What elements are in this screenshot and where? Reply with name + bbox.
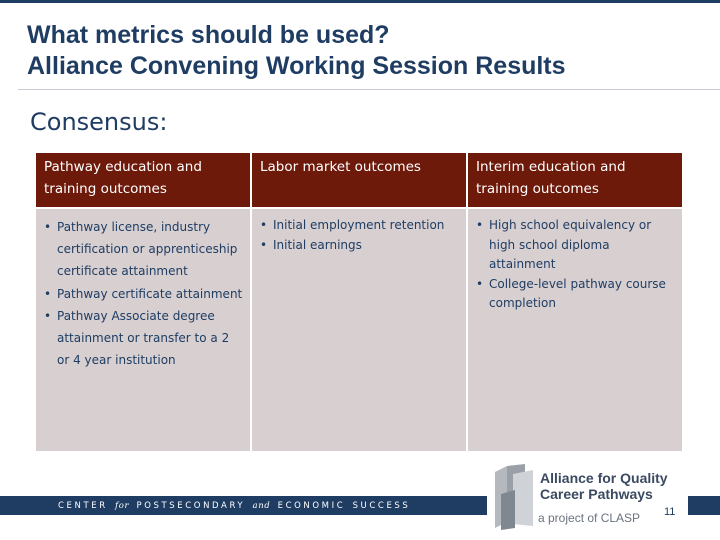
bullet-list: [42, 216, 244, 371]
list-item: • Initial earnings: [258, 236, 460, 256]
page-number: 11: [664, 506, 676, 518]
header-pathway-outcomes: Pathway education and training outcomes: [35, 152, 251, 208]
list-item: • College-level pathway course completion: [474, 275, 676, 314]
logo-name: Alliance for Quality Career Pathways: [540, 470, 668, 502]
metrics-table: [34, 151, 684, 453]
list-item: • Pathway Associate degree attainment or transfer to a 2 or 4 year institution: [42, 305, 244, 372]
title-line-2: Alliance Convening Working Session Results: [27, 52, 566, 80]
list-item: • Initial employment retention: [258, 216, 460, 236]
slide-title: [27, 20, 566, 82]
header-interim-outcomes: Interim education and training outcomes: [467, 152, 683, 208]
logo-tagline: a project of CLASP: [538, 511, 641, 525]
logo-mark-icon: [495, 464, 535, 530]
table-header-row: [35, 152, 683, 208]
list-item: • Pathway license, industry certification or apprenticeship certificate attainment: [42, 216, 244, 283]
list-item: • Pathway certificate attainment: [42, 283, 244, 305]
bullet-list: [258, 216, 460, 255]
header-labor-market-outcomes: Labor market outcomes: [251, 152, 467, 208]
cell-pathway-outcomes: [35, 208, 251, 452]
title-divider: [18, 89, 720, 90]
list-item: • High school equivalency or high school diploma attainment: [474, 216, 676, 275]
cell-interim-outcomes: [467, 208, 683, 452]
title-line-1: What metrics should be used?: [27, 21, 390, 49]
consensus-heading: Consensus:: [30, 108, 168, 136]
top-rule: [0, 0, 720, 3]
footer-organization-name: CENTER for POSTSECONDARY and ECONOMIC SUCCESS: [58, 501, 411, 511]
alliance-logo: [487, 460, 688, 535]
cell-labor-market-outcomes: [251, 208, 467, 452]
bullet-list: [474, 216, 676, 314]
table-row: [35, 208, 683, 452]
